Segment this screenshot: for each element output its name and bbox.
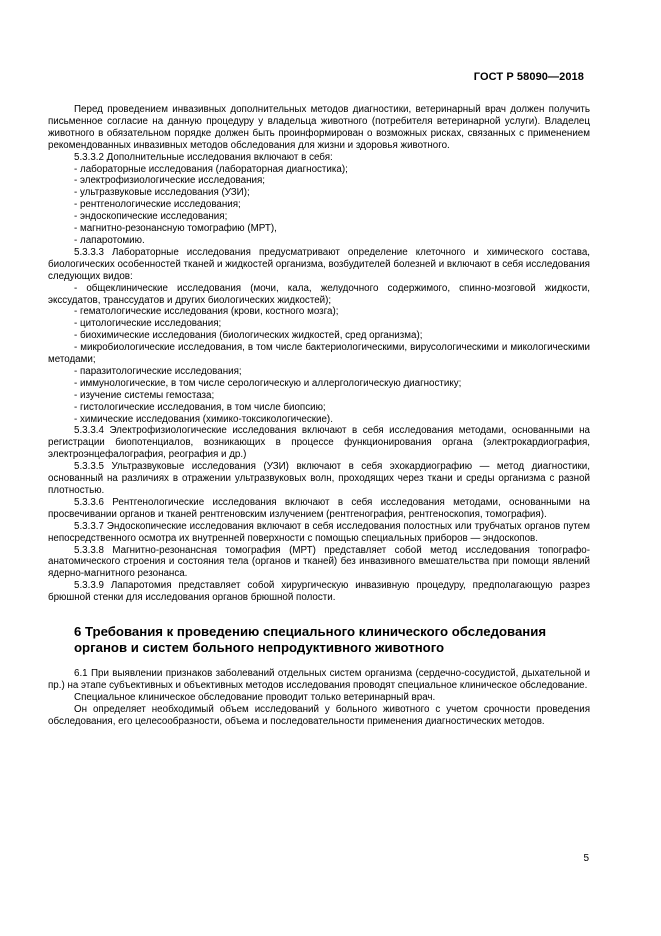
list-item: - химические исследования (химико-токсикологические). <box>74 413 333 425</box>
list-item: - ультразвуковые исследования (УЗИ); <box>74 187 250 199</box>
paragraph: 5.3.3.3 Лабораторные исследования предусматривают определение клеточного и химического состава, биологических особенностей тканей и жидкостей организма, возбудителей болезней и включают в себя исследования следующих видов: <box>48 246 590 282</box>
paragraph: 5.3.3.6 Рентгенологические исследования включают в себя исследования методами, основанными на просвечивании органов и тканей рентгеновским излучением (рентгенография, рентгеноскопия, томография). <box>48 496 590 520</box>
paragraph: Он определяет необходимый объем исследований у больного животного с учетом срочности проведения обследования, его целесообразности, объема и последовательности применения диагностических методов. <box>48 703 590 727</box>
paragraph: Специальное клиническое обследование проводит только ветеринарный врач. <box>74 691 436 703</box>
paragraph: 5.3.3.5 Ультразвуковые исследования (УЗИ) включают в себя эхокардиографию — метод диагностики, основанный на различиях в отражении ультразвуковых волн, проходящих через ткани и среды организма с разной плотностью. <box>48 461 590 496</box>
list-item: - биохимические исследования (биологических жидкостей, сред организма); <box>74 330 423 342</box>
list-item: - гистологические исследования, в том числе биопсию; <box>74 401 326 413</box>
paragraph: Перед проведением инвазивных дополнительных методов диагностики, ветеринарный врач должен получить письменное согласие на данную процедуру у владельца животного (потребителя ветеринарной услуги). Владелец животного в обязательном порядке должен быть проинформирован о возможных рисках, связанных с применением рекомендованных инвазивных методов обследования для жизни и здоровья животного. <box>48 104 590 151</box>
page-number: 5 <box>583 853 589 864</box>
section-heading: 6 Требования к проведению специального клинического обследования органов и систем больного непродуктивного животного <box>74 624 547 656</box>
document-body <box>48 104 590 728</box>
list-item: - электрофизиологические исследования; <box>74 175 265 187</box>
paragraph: 5.3.3.9 Лапаротомия представляет собой хирургическую инвазивную процедуру, предполагающую разрез брюшной стенки для исследования органов брюшной полости. <box>48 580 590 604</box>
list-item: - паразитологические исследования; <box>74 365 242 377</box>
paragraph: 5.3.3.8 Магнитно-резонансная томография (МРТ) представляет собой метод исследования топографо-анатомического строения и состояния тела (органов и тканей) без инвазивного вмешательства при помощи явлений ядерно-магнитного резонанса. <box>48 544 590 580</box>
list-item: - эндоскопические исследования; <box>74 211 228 223</box>
paragraph: - общеклинические исследования (мочи, кала, желудочного содержимого, спинно-мозговой жидкости, экссудатов, транссудатов и других биологических жидкостей); <box>48 282 590 306</box>
paragraph: 5.3.3.4 Электрофизиологические исследования включают в себя исследования методами, основанными на регистрации биопотенциалов, возникающих в процессе функционирования органа (электрокардиография, электроэнцефалография, реография и др.) <box>48 425 590 461</box>
list-item: - гематологические исследования (крови, костного мозга); <box>74 306 339 318</box>
list-item: - лабораторные исследования (лабораторная диагностика); <box>74 163 348 175</box>
standard-designation: ГОСТ Р 58090—2018 <box>473 71 584 83</box>
list-item: - рентгенологические исследования; <box>74 199 241 211</box>
list-item: - иммунологические, в том числе серологическую и аллергологическую диагностику; <box>74 377 462 389</box>
list-item: - лапаротомию. <box>74 234 145 246</box>
list-item: - магнитно-резонансную томографию (МРТ), <box>74 223 277 235</box>
list-item: - цитологические исследования; <box>74 318 222 330</box>
list-item: - изучение системы гемостаза; <box>74 389 215 401</box>
paragraph: - микробиологические исследования, в том числе бактериологическими, вирусологическими и микологическими методами; <box>48 342 590 366</box>
paragraph: 5.3.3.7 Эндоскопические исследования включают в себя исследования полостных или трубчатых органов путем непосредственного осмотра их внутренней поверхности с помощью специальных приборов — эндоскопов. <box>48 520 590 544</box>
paragraph: 5.3.3.2 Дополнительные исследования включают в себя: <box>74 151 333 163</box>
paragraph: 6.1 При выявлении признаков заболеваний отдельных систем организма (сердечно-сосудистой, дыхательной и пр.) на этапе субъективных и объективных методов исследования проводят специальное клиническое обследование. <box>48 668 590 691</box>
